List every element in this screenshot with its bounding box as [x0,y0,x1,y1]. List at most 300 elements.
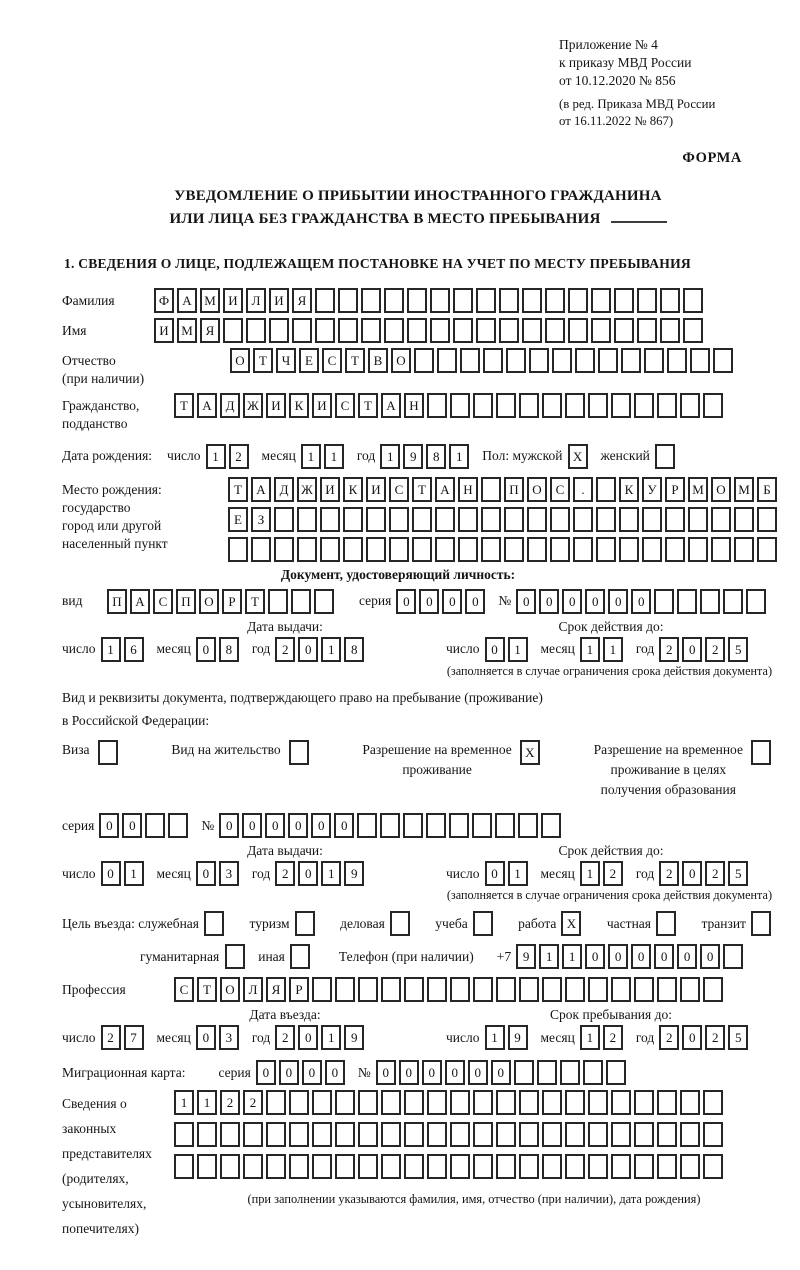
char-box[interactable]: Е [228,507,248,532]
char-box[interactable]: Я [292,288,312,313]
char-box[interactable]: С [389,477,409,502]
char-box[interactable] [751,911,771,936]
char-box[interactable] [703,1122,723,1147]
char-box[interactable] [426,813,446,838]
char-box[interactable] [703,1090,723,1115]
char-box[interactable] [315,318,335,343]
char-box[interactable] [519,393,539,418]
char-box[interactable] [335,1154,355,1179]
char-box[interactable] [634,1122,654,1147]
char-box[interactable] [220,1122,240,1147]
char-box[interactable] [711,507,731,532]
char-box[interactable] [644,348,664,373]
char-box[interactable]: 9 [508,1025,528,1050]
char-box[interactable] [312,977,332,1002]
char-box[interactable]: 0 [101,861,121,886]
char-box[interactable] [519,977,539,1002]
char-box[interactable] [246,318,266,343]
char-box[interactable]: 0 [491,1060,511,1085]
char-box[interactable] [361,318,381,343]
char-box[interactable] [473,393,493,418]
char-box[interactable]: 0 [419,589,439,614]
char-box[interactable]: Т [245,589,265,614]
char-box[interactable] [550,537,570,562]
char-box[interactable] [611,393,631,418]
char-box[interactable] [634,1090,654,1115]
char-box[interactable] [657,1154,677,1179]
char-box[interactable]: А [130,589,150,614]
char-box[interactable] [266,1122,286,1147]
char-box[interactable]: Т [412,477,432,502]
char-box[interactable]: 0 [219,813,239,838]
char-box[interactable] [611,977,631,1002]
char-box[interactable] [711,537,731,562]
char-box[interactable] [435,537,455,562]
char-box[interactable] [667,348,687,373]
char-box[interactable] [575,348,595,373]
char-box[interactable] [312,1154,332,1179]
char-box[interactable] [473,911,493,936]
char-box[interactable] [197,1154,217,1179]
char-box[interactable] [381,977,401,1002]
char-box[interactable]: 0 [256,1060,276,1085]
char-box[interactable]: . [573,477,593,502]
char-box[interactable] [404,1090,424,1115]
char-box[interactable] [384,288,404,313]
char-box[interactable] [312,1090,332,1115]
char-box[interactable]: А [435,477,455,502]
char-box[interactable]: 2 [220,1090,240,1115]
char-box[interactable] [637,288,657,313]
char-box[interactable]: 1 [580,861,600,886]
char-box[interactable] [683,318,703,343]
char-box[interactable] [297,507,317,532]
char-box[interactable] [588,977,608,1002]
char-box[interactable]: 2 [229,444,249,469]
char-box[interactable]: 1 [449,444,469,469]
char-box[interactable]: Т [228,477,248,502]
char-box[interactable]: 2 [705,1025,725,1050]
char-box[interactable]: М [734,477,754,502]
char-box[interactable]: 0 [631,944,651,969]
char-box[interactable]: И [269,288,289,313]
char-box[interactable]: А [381,393,401,418]
char-box[interactable] [274,537,294,562]
char-box[interactable] [565,393,585,418]
char-box[interactable] [315,288,335,313]
char-box[interactable]: 5 [728,861,748,886]
char-box[interactable] [680,393,700,418]
char-box[interactable] [427,1154,447,1179]
char-box[interactable]: 1 [321,1025,341,1050]
char-box[interactable]: 0 [445,1060,465,1085]
char-box[interactable]: 0 [677,944,697,969]
char-box[interactable]: О [220,977,240,1002]
char-box[interactable]: 0 [422,1060,442,1085]
char-box[interactable] [504,507,524,532]
char-box[interactable] [542,977,562,1002]
char-box[interactable]: 9 [344,1025,364,1050]
char-box[interactable] [588,1090,608,1115]
char-box[interactable]: 2 [275,1025,295,1050]
char-box[interactable] [537,1060,557,1085]
char-box[interactable] [404,1154,424,1179]
char-box[interactable] [381,1154,401,1179]
char-box[interactable]: Б [757,477,777,502]
char-box[interactable] [366,507,386,532]
char-box[interactable] [481,507,501,532]
char-box[interactable] [680,1090,700,1115]
char-box[interactable] [458,537,478,562]
char-box[interactable] [665,507,685,532]
char-box[interactable]: К [619,477,639,502]
char-box[interactable] [292,318,312,343]
char-box[interactable]: Н [458,477,478,502]
char-box[interactable] [542,1154,562,1179]
char-box[interactable] [588,1122,608,1147]
char-box[interactable]: Л [243,977,263,1002]
char-box[interactable] [690,348,710,373]
char-box[interactable]: 0 [298,861,318,886]
char-box[interactable] [481,477,501,502]
char-box[interactable]: 0 [516,589,536,614]
char-box[interactable] [657,1090,677,1115]
char-box[interactable] [358,977,378,1002]
char-box[interactable] [98,740,118,765]
char-box[interactable] [683,288,703,313]
char-box[interactable]: 0 [585,944,605,969]
char-box[interactable] [573,537,593,562]
char-box[interactable]: С [153,589,173,614]
char-box[interactable]: 9 [516,944,536,969]
char-box[interactable] [449,813,469,838]
char-box[interactable]: И [154,318,174,343]
char-box[interactable]: М [177,318,197,343]
char-box[interactable] [506,348,526,373]
char-box[interactable]: 0 [700,944,720,969]
char-box[interactable]: 7 [124,1025,144,1050]
char-box[interactable] [289,1154,309,1179]
char-box[interactable] [522,288,542,313]
char-box[interactable] [529,348,549,373]
char-box[interactable] [174,1122,194,1147]
char-box[interactable]: 0 [196,637,216,662]
char-box[interactable]: 0 [442,589,462,614]
char-box[interactable]: 9 [344,861,364,886]
char-box[interactable]: О [199,589,219,614]
char-box[interactable]: Т [253,348,273,373]
char-box[interactable]: И [366,477,386,502]
char-box[interactable]: 5 [728,1025,748,1050]
char-box[interactable]: П [107,589,127,614]
char-box[interactable]: 0 [298,637,318,662]
char-box[interactable]: 6 [124,637,144,662]
char-box[interactable] [204,911,224,936]
char-box[interactable] [621,348,641,373]
char-box[interactable]: Я [200,318,220,343]
char-box[interactable] [291,589,311,614]
char-box[interactable]: 5 [728,637,748,662]
char-box[interactable]: Н [404,393,424,418]
char-box[interactable] [168,813,188,838]
char-box[interactable] [677,589,697,614]
char-box[interactable] [473,1090,493,1115]
char-box[interactable]: Л [246,288,266,313]
char-box[interactable]: 0 [682,861,702,886]
char-box[interactable]: 2 [603,861,623,886]
char-box[interactable]: 9 [403,444,423,469]
char-box[interactable]: 0 [485,637,505,662]
char-box[interactable] [496,1154,516,1179]
char-box[interactable]: 0 [465,589,485,614]
char-box[interactable]: 0 [399,1060,419,1085]
char-box[interactable]: П [176,589,196,614]
char-box[interactable]: Т [197,977,217,1002]
char-box[interactable]: Ж [297,477,317,502]
char-box[interactable] [657,393,677,418]
char-box[interactable] [665,537,685,562]
char-box[interactable]: 1 [485,1025,505,1050]
char-box[interactable]: 2 [705,637,725,662]
char-box[interactable] [243,1122,263,1147]
char-box[interactable] [596,477,616,502]
char-box[interactable] [499,318,519,343]
char-box[interactable]: 0 [608,589,628,614]
char-box[interactable]: 2 [659,861,679,886]
char-box[interactable]: 2 [659,637,679,662]
char-box[interactable]: З [251,507,271,532]
char-box[interactable]: 0 [265,813,285,838]
char-box[interactable] [746,589,766,614]
char-box[interactable]: 1 [508,637,528,662]
char-box[interactable]: П [504,477,524,502]
char-box[interactable] [565,1154,585,1179]
char-box[interactable] [407,288,427,313]
char-box[interactable]: 1 [301,444,321,469]
char-box[interactable]: 2 [101,1025,121,1050]
char-box[interactable] [700,589,720,614]
char-box[interactable]: 1 [562,944,582,969]
char-box[interactable] [289,1122,309,1147]
char-box[interactable]: Я [266,977,286,1002]
char-box[interactable] [427,1122,447,1147]
char-box[interactable] [642,537,662,562]
char-box[interactable] [243,1154,263,1179]
char-box[interactable]: И [266,393,286,418]
char-box[interactable] [476,288,496,313]
char-box[interactable] [655,444,675,469]
char-box[interactable]: 0 [196,1025,216,1050]
char-box[interactable] [381,1122,401,1147]
char-box[interactable]: 1 [206,444,226,469]
char-box[interactable] [565,1122,585,1147]
char-box[interactable] [297,537,317,562]
char-box[interactable] [688,507,708,532]
char-box[interactable]: 1 [580,637,600,662]
char-box[interactable]: Е [299,348,319,373]
char-box[interactable] [734,507,754,532]
char-box[interactable] [266,1154,286,1179]
char-box[interactable] [703,977,723,1002]
char-box[interactable] [734,537,754,562]
char-box[interactable] [522,318,542,343]
char-box[interactable] [320,537,340,562]
char-box[interactable] [343,537,363,562]
char-box[interactable]: М [200,288,220,313]
char-box[interactable] [723,589,743,614]
char-box[interactable] [458,507,478,532]
char-box[interactable] [338,318,358,343]
char-box[interactable] [290,944,310,969]
char-box[interactable]: 2 [705,861,725,886]
char-box[interactable] [407,318,427,343]
char-box[interactable] [545,288,565,313]
char-box[interactable] [519,1122,539,1147]
char-box[interactable]: 8 [219,637,239,662]
char-box[interactable] [268,589,288,614]
char-box[interactable]: Ф [154,288,174,313]
char-box[interactable] [145,813,165,838]
char-box[interactable]: Р [289,977,309,1002]
char-box[interactable]: 0 [298,1025,318,1050]
char-box[interactable]: Т [174,393,194,418]
char-box[interactable]: С [174,977,194,1002]
char-box[interactable] [591,318,611,343]
char-box[interactable]: 1 [321,637,341,662]
char-box[interactable]: 1 [508,861,528,886]
char-box[interactable]: Д [220,393,240,418]
char-box[interactable] [412,507,432,532]
char-box[interactable]: 0 [311,813,331,838]
char-box[interactable] [552,348,572,373]
char-box[interactable] [588,393,608,418]
char-box[interactable] [404,977,424,1002]
char-box[interactable] [366,537,386,562]
char-box[interactable] [680,1122,700,1147]
char-box[interactable] [314,589,334,614]
char-box[interactable] [496,393,516,418]
char-box[interactable] [450,393,470,418]
char-box[interactable] [519,1154,539,1179]
char-box[interactable] [289,1090,309,1115]
char-box[interactable] [703,1154,723,1179]
char-box[interactable] [453,318,473,343]
char-box[interactable]: 0 [288,813,308,838]
char-box[interactable] [703,393,723,418]
char-box[interactable]: 0 [654,944,674,969]
char-box[interactable] [713,348,733,373]
char-box[interactable]: Т [345,348,365,373]
char-box[interactable] [591,288,611,313]
char-box[interactable]: Д [274,477,294,502]
char-box[interactable] [642,507,662,532]
char-box[interactable]: 8 [344,637,364,662]
char-box[interactable] [289,740,309,765]
char-box[interactable]: 1 [539,944,559,969]
char-box[interactable] [251,537,271,562]
char-box[interactable]: И [320,477,340,502]
char-box[interactable] [225,944,245,969]
char-box[interactable]: 1 [124,861,144,886]
char-box[interactable] [527,537,547,562]
char-box[interactable] [611,1154,631,1179]
char-box[interactable]: 0 [608,944,628,969]
char-box[interactable] [688,537,708,562]
char-box[interactable]: 0 [468,1060,488,1085]
char-box[interactable] [542,1122,562,1147]
char-box[interactable] [228,537,248,562]
char-box[interactable]: Ж [243,393,263,418]
char-box[interactable] [606,1060,626,1085]
char-box[interactable]: С [550,477,570,502]
char-box[interactable] [583,1060,603,1085]
char-box[interactable] [499,288,519,313]
char-box[interactable]: 1 [380,444,400,469]
char-box[interactable]: X [568,444,588,469]
char-box[interactable]: 0 [99,813,119,838]
char-box[interactable] [518,813,538,838]
char-box[interactable] [751,740,771,765]
char-box[interactable]: 2 [275,861,295,886]
char-box[interactable] [598,348,618,373]
char-box[interactable] [657,1122,677,1147]
char-box[interactable] [404,1122,424,1147]
char-box[interactable]: Ч [276,348,296,373]
char-box[interactable]: 1 [197,1090,217,1115]
char-box[interactable] [450,977,470,1002]
char-box[interactable] [560,1060,580,1085]
char-box[interactable] [450,1090,470,1115]
char-box[interactable] [437,348,457,373]
char-box[interactable] [357,813,377,838]
char-box[interactable]: И [312,393,332,418]
char-box[interactable]: 0 [376,1060,396,1085]
char-box[interactable] [596,537,616,562]
char-box[interactable] [427,393,447,418]
char-box[interactable] [519,1090,539,1115]
char-box[interactable] [427,1090,447,1115]
char-box[interactable]: 2 [243,1090,263,1115]
char-box[interactable] [381,1090,401,1115]
char-box[interactable] [496,1090,516,1115]
char-box[interactable] [481,537,501,562]
char-box[interactable] [358,1122,378,1147]
char-box[interactable]: О [391,348,411,373]
char-box[interactable]: X [561,911,581,936]
char-box[interactable]: 0 [485,861,505,886]
char-box[interactable] [358,1090,378,1115]
char-box[interactable] [335,1122,355,1147]
char-box[interactable] [619,537,639,562]
char-box[interactable]: 0 [279,1060,299,1085]
char-box[interactable] [476,318,496,343]
char-box[interactable]: В [368,348,388,373]
char-box[interactable] [312,1122,332,1147]
char-box[interactable] [269,318,289,343]
char-box[interactable] [568,318,588,343]
char-box[interactable]: 0 [302,1060,322,1085]
char-box[interactable]: 0 [122,813,142,838]
char-box[interactable]: 1 [101,637,121,662]
char-box[interactable] [295,911,315,936]
char-box[interactable] [573,507,593,532]
char-box[interactable]: С [335,393,355,418]
char-box[interactable] [453,288,473,313]
char-box[interactable] [473,977,493,1002]
char-box[interactable] [430,318,450,343]
char-box[interactable] [637,318,657,343]
char-box[interactable] [320,507,340,532]
